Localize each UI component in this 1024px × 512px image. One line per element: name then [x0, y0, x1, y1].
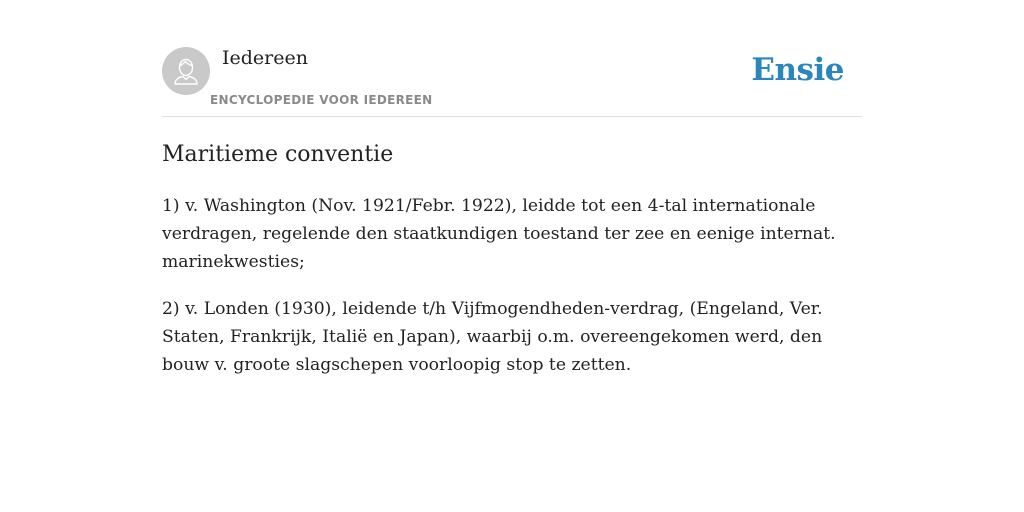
- ensie-logo-link[interactable]: Ensie: [751, 52, 844, 88]
- author-avatar[interactable]: [162, 47, 210, 95]
- author-name[interactable]: Iedereen: [222, 47, 308, 69]
- article-paragraph-2: 2) v. Londen (1930), leidende t/h Vijfmogendheden-verdrag, (Engeland, Ver. Staten, Frankrijk, Italië en Japan), waarbij o.m. overeengekomen werd, den bouw v. groote slagschepen voorloopig stop te zetten.: [162, 299, 823, 375]
- site-subtitle: ENCYCLOPEDIE VOOR IEDEREEN: [210, 93, 433, 107]
- article-body: [162, 192, 868, 398]
- article-title: Maritieme conventie: [162, 142, 394, 167]
- article-paragraph-1: 1) v. Washington (Nov. 1921/Febr. 1922), leidde tot een 4-tal internationale verdragen, regelende den staatkundigen toestand ter zee en eenige internat. marinekwesties;: [162, 196, 836, 272]
- header: [162, 46, 862, 117]
- user-silhouette-icon: [162, 47, 210, 95]
